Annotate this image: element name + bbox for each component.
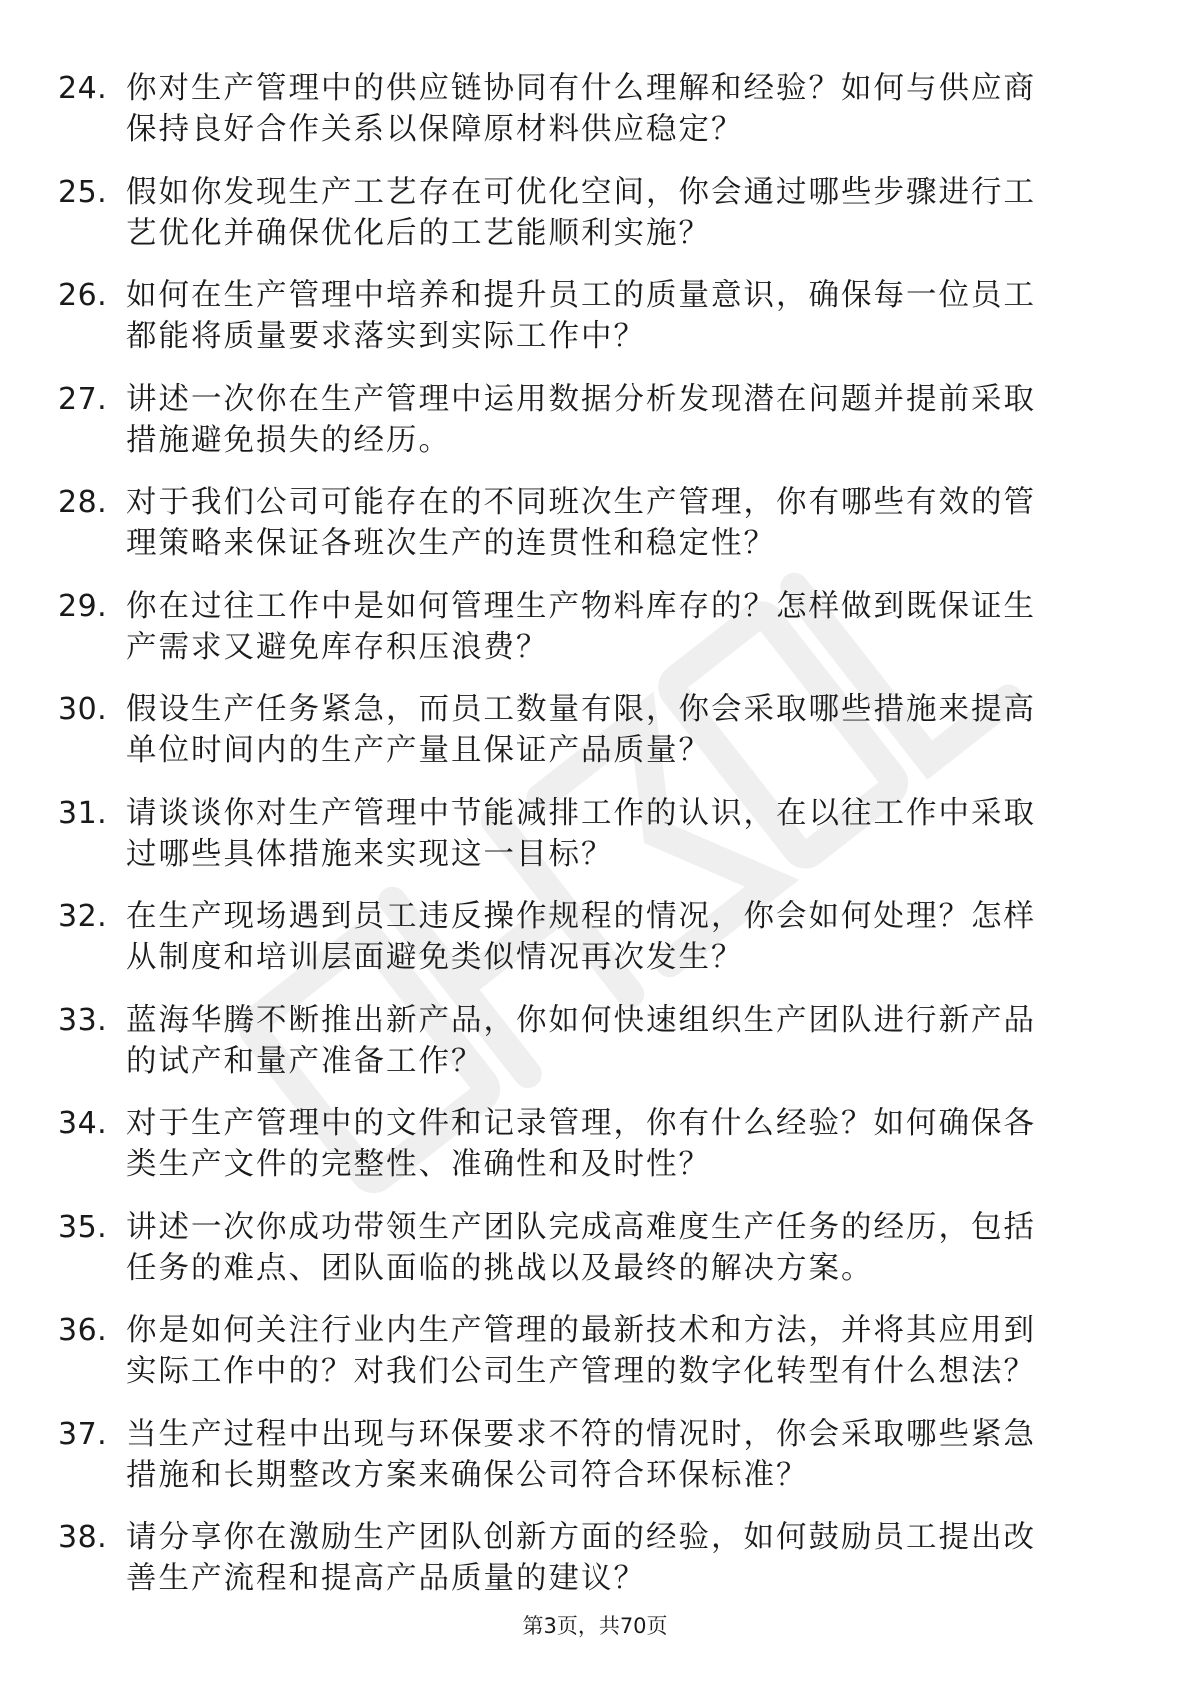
- question-text: 请谈谈你对生产管理中节能减排工作的认识，在以往工作中采取 过哪些具体措施来实现这一目标？: [126, 795, 1036, 872]
- question-number: 34.: [58, 1106, 108, 1141]
- question-number: 24.: [58, 71, 108, 106]
- question-item: [58, 896, 1118, 1000]
- question-item: [58, 275, 1118, 379]
- question-number: 27.: [58, 381, 108, 417]
- question-item: [58, 1310, 1118, 1414]
- question-item: [58, 1414, 1118, 1518]
- question-text: 蓝海华腾不断推出新产品，你如何快速组织生产团队进行新产品 的试产和量产准备工作？: [126, 1002, 1036, 1079]
- question-number: 38.: [58, 1520, 108, 1555]
- question-item: [58, 379, 1118, 483]
- question-text: 在生产现场遇到员工违反操作规程的情况，你会如何处理？怎样 从制度和培训层面避免类似情况再次发生？: [126, 899, 1036, 975]
- question-text: 你在过往工作中是如何管理生产物料库存的？怎样做到既保证生 产需求又避免库存积压浪费？: [126, 588, 1036, 665]
- question-item: [58, 1103, 1118, 1207]
- question-text: 你是如何关注行业内生产管理的最新技术和方法，并将其应用到 实际工作中的？对我们公司生产管理的数字化转型有什么想法？: [126, 1313, 1036, 1389]
- question-number: 25.: [58, 174, 108, 210]
- question-number: 33.: [58, 1002, 108, 1038]
- question-number: 32.: [58, 899, 108, 934]
- page-number-label: 第3页，共70页: [522, 1614, 668, 1638]
- question-item: [58, 689, 1118, 793]
- question-text: 讲述一次你在生产管理中运用数据分析发现潜在问题并提前采取 措施避免损失的经历。: [126, 381, 1036, 458]
- page-footer: [0, 1612, 1190, 1640]
- question-text: 假设生产任务紧急，而员工数量有限，你会采取哪些措施来提高 单位时间内的生产产量且保证产品质量？: [126, 692, 1036, 768]
- question-text: 对于生产管理中的文件和记录管理，你有什么经验？如何确保各 类生产文件的完整性、准确性和及时性？: [126, 1106, 1036, 1182]
- question-number: 37.: [58, 1416, 108, 1452]
- question-number: 26.: [58, 278, 108, 313]
- question-text: 当生产过程中出现与环保要求不符的情况时，你会采取哪些紧急 措施和长期整改方案来确保公司符合环保标准？: [126, 1416, 1036, 1493]
- question-item: [58, 793, 1118, 897]
- question-text: 对于我们公司可能存在的不同班次生产管理，你有哪些有效的管 理策略来保证各班次生产的连贯性和稳定性？: [126, 485, 1036, 561]
- question-number: 31.: [58, 795, 108, 831]
- question-text: 请分享你在激励生产团队创新方面的经验，如何鼓励员工提出改 善生产流程和提高产品质量的建议？: [126, 1520, 1036, 1596]
- question-item: [58, 68, 1118, 172]
- question-number: 30.: [58, 692, 108, 727]
- question-number: 28.: [58, 485, 108, 520]
- question-item: [58, 586, 1118, 690]
- question-number: 35.: [58, 1209, 108, 1245]
- question-item: [58, 1000, 1118, 1104]
- question-item: [58, 1207, 1118, 1311]
- question-text: 讲述一次你成功带领生产团队完成高难度生产任务的经历，包括 任务的难点、团队面临的挑战以及最终的解决方案。: [126, 1209, 1036, 1286]
- question-text: 如何在生产管理中培养和提升员工的质量意识，确保每一位员工 都能将质量要求落实到实际工作中？: [126, 278, 1036, 354]
- question-number: 29.: [58, 588, 108, 624]
- question-text: 假如你发现生产工艺存在可优化空间，你会通过哪些步骤进行工 艺优化并确保优化后的工艺能顺利实施？: [126, 174, 1036, 251]
- question-item: [58, 482, 1118, 586]
- question-text: 你对生产管理中的供应链协同有什么理解和经验？如何与供应商 保持良好合作关系以保障原材料供应稳定？: [126, 71, 1036, 147]
- question-item: [58, 172, 1118, 276]
- question-list: [58, 68, 1118, 1621]
- question-item: [58, 1517, 1118, 1621]
- question-number: 36.: [58, 1313, 108, 1348]
